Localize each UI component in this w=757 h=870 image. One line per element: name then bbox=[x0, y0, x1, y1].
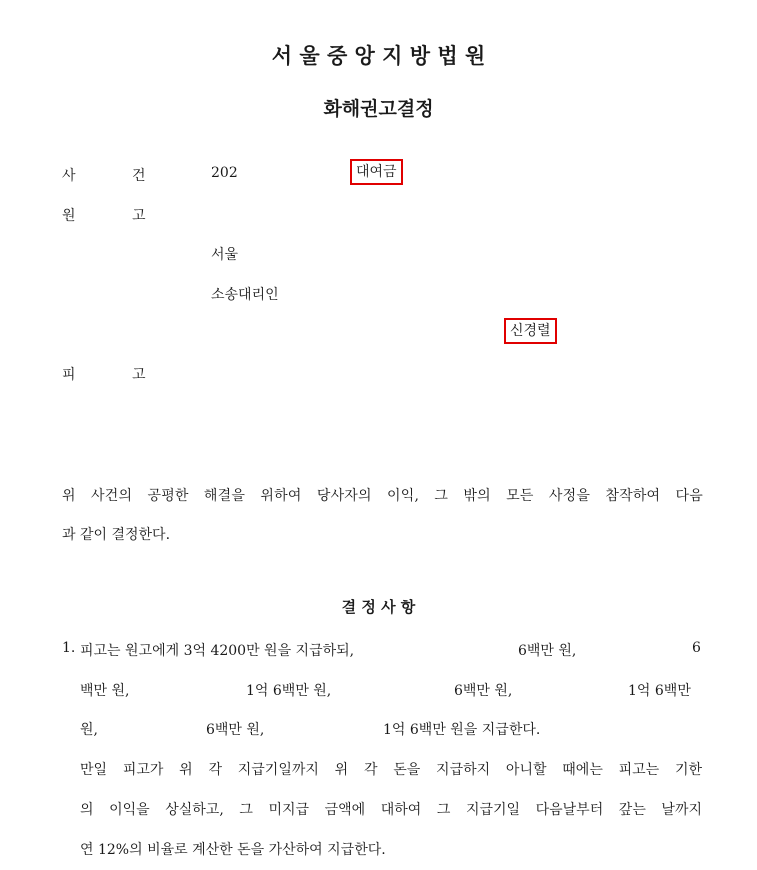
item1-line2-c: 6백만 원, bbox=[454, 683, 513, 699]
plaintiff-label-first: 원 bbox=[62, 208, 76, 224]
case-number: 202 bbox=[211, 165, 238, 181]
item1-line3-a: 원, bbox=[80, 722, 98, 738]
item-number: 1. bbox=[62, 640, 76, 656]
agent-label: 소송대리인 bbox=[211, 287, 279, 303]
item1-line3-b: 6백만 원, bbox=[206, 722, 265, 738]
item1-line1-b: 6백만 원, bbox=[518, 643, 577, 659]
case-label-first: 사 bbox=[62, 168, 76, 184]
item1-line5: 의 이익을 상실하고, 그 미지급 금액에 대하여 그 지급기일 다음날부터 갚는 날까지 bbox=[80, 802, 702, 818]
court-name: 서 울 중 앙 지 방 법 원 bbox=[271, 44, 486, 68]
item1-line4: 만일 피고가 위 각 지급기일까지 위 각 돈을 지급하지 아니할 때에는 피고는 기한 bbox=[80, 762, 702, 778]
item1-line2-b: 1억 6백만 원, bbox=[246, 683, 332, 699]
defendant-label-first: 피 bbox=[62, 367, 76, 383]
defendant-label-second: 고 bbox=[132, 367, 146, 383]
item1-line1-a: 피고는 원고에게 3억 4200만 원을 지급하되, bbox=[80, 643, 355, 659]
item1-line1-c: 6 bbox=[692, 640, 701, 656]
plaintiff-address: 서울 bbox=[211, 247, 239, 263]
plaintiff-label-second: 고 bbox=[132, 208, 146, 224]
item1-line2-a: 백만 원, bbox=[80, 683, 130, 699]
intro-line-2: 과 같이 결정한다. bbox=[62, 527, 171, 543]
item1-line3-c: 1억 6백만 원을 지급한다. bbox=[383, 722, 541, 738]
decision-heading: 결 정 사 항 bbox=[341, 598, 416, 616]
item1-line2-d: 1억 6백만 bbox=[628, 683, 691, 699]
item1-line6: 연 12%의 비율로 계산한 돈을 가산하여 지급한다. bbox=[80, 842, 386, 858]
case-type-highlight: 대여금 bbox=[350, 159, 403, 185]
decision-title: 화해권고결정 bbox=[323, 98, 434, 120]
case-label-second: 건 bbox=[132, 168, 146, 184]
agent-name-highlight: 신경렬 bbox=[504, 318, 557, 344]
intro-line-1: 위 사건의 공평한 해결을 위하여 당사자의 이익, 그 밖의 모든 사정을 참작하여 다음 bbox=[62, 488, 703, 504]
